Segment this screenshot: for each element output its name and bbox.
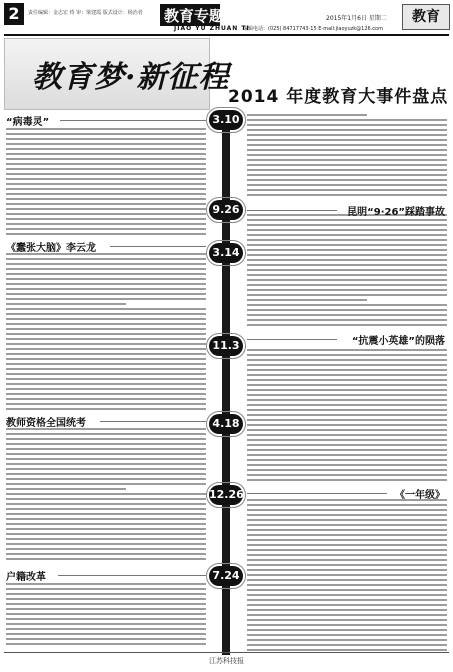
text-line — [247, 564, 447, 566]
timeline-date: 11.3 — [209, 336, 243, 356]
text-line — [6, 223, 206, 225]
text-line — [247, 249, 447, 251]
text-line — [6, 298, 206, 300]
text-line — [6, 398, 206, 400]
text-line — [247, 419, 447, 421]
text-line — [6, 183, 206, 185]
text-line — [6, 583, 206, 585]
text-line — [6, 588, 206, 590]
text-line — [247, 624, 447, 626]
text-line — [247, 599, 447, 601]
text-line — [247, 324, 447, 326]
text-line — [247, 619, 447, 621]
text-line — [6, 233, 206, 235]
text-line — [247, 144, 447, 146]
text-line — [247, 149, 447, 151]
text-line — [247, 634, 447, 636]
text-line — [6, 508, 206, 510]
text-line — [247, 559, 447, 561]
text-line — [247, 264, 447, 266]
headline-earthquake-hero: “抗震小英雄”的陨落 — [351, 336, 445, 347]
text-line — [6, 388, 206, 390]
text-line — [247, 179, 447, 181]
text-line — [247, 469, 447, 471]
text-line — [6, 153, 206, 155]
text-line — [6, 358, 206, 360]
headline-rule — [247, 339, 337, 340]
text-line — [247, 359, 447, 361]
text-line — [247, 154, 447, 156]
text-line — [6, 353, 206, 355]
text-line — [6, 538, 206, 540]
section-title: 教育专题 — [164, 7, 225, 25]
text-line — [247, 514, 447, 516]
text-line — [6, 348, 206, 350]
headline-liyunlong: 《蠢张大脑》李云龙 — [6, 243, 96, 254]
contact-info: 编辑电话：(025) 84717743-15 E-mail:jiaoyuzk@126.com — [243, 26, 383, 32]
text-line — [247, 189, 447, 191]
text-line — [247, 474, 447, 476]
text-line — [6, 478, 206, 480]
text-line — [6, 313, 206, 315]
text-line — [247, 504, 447, 506]
text-line — [247, 124, 447, 126]
issue-date: 2015年1月6日 星期二 — [326, 15, 387, 22]
headline-rule — [110, 246, 206, 247]
text-line — [6, 273, 206, 275]
text-line — [6, 593, 206, 595]
text-line — [6, 278, 206, 280]
headline-rule — [58, 575, 206, 576]
editor-credits: 责任编辑：金志宏 终 审：梁建霞 版式设计：杨治者 — [28, 10, 143, 16]
headline-teacher-exam: 教师资格全国统考 — [6, 418, 86, 429]
headline-hukou-reform: 户籍改革 — [6, 572, 46, 583]
text-line — [247, 119, 447, 121]
text-line — [247, 244, 447, 246]
text-line — [247, 294, 447, 296]
footer-paper-name: 江苏科技报 — [209, 657, 244, 665]
text-line — [247, 424, 447, 426]
text-line — [6, 483, 206, 485]
text-line — [247, 639, 447, 641]
text-line — [247, 394, 447, 396]
text-line — [247, 269, 447, 271]
text-line — [247, 584, 447, 586]
text-line — [6, 498, 206, 500]
text-line — [6, 148, 206, 150]
text-line — [247, 649, 447, 651]
text-line — [6, 603, 206, 605]
text-line — [6, 383, 206, 385]
text-line — [247, 349, 447, 351]
text-line — [247, 364, 447, 366]
text-line — [6, 638, 206, 640]
text-line — [247, 404, 447, 406]
text-line — [247, 524, 447, 526]
timeline-date: 4.18 — [209, 414, 243, 434]
text-line — [247, 449, 447, 451]
timeline-date: 9.26 — [209, 200, 243, 220]
text-line — [6, 338, 206, 340]
text-line — [6, 158, 206, 160]
text-line — [247, 444, 447, 446]
text-line — [6, 613, 206, 615]
text-line — [6, 628, 206, 630]
text-line — [247, 304, 447, 306]
text-line — [247, 534, 447, 536]
paper-logo-text: 教育 — [412, 9, 440, 25]
text-line — [247, 519, 447, 521]
text-line — [6, 543, 206, 545]
text-line — [6, 468, 206, 470]
text-line — [247, 509, 447, 511]
text-line — [6, 433, 206, 435]
text-line — [247, 439, 447, 441]
text-line — [6, 178, 206, 180]
text-line — [6, 228, 206, 230]
text-line — [247, 174, 447, 176]
text-line — [6, 393, 206, 395]
text-line — [247, 429, 447, 431]
text-line — [6, 473, 206, 475]
text-line — [247, 289, 447, 291]
headline-rule — [247, 493, 387, 494]
headline-rule — [60, 120, 206, 121]
text-line — [247, 384, 447, 386]
text-line — [6, 403, 206, 405]
main-title: 教育梦·新征程 — [32, 60, 230, 95]
text-line — [247, 274, 447, 276]
text-line — [247, 254, 447, 256]
text-line — [247, 399, 447, 401]
text-line — [6, 343, 206, 345]
header-rule — [4, 34, 449, 36]
text-line — [6, 218, 206, 220]
text-line — [6, 203, 206, 205]
text-line — [6, 323, 206, 325]
text-line — [247, 579, 447, 581]
text-line — [247, 629, 447, 631]
text-line — [6, 143, 206, 145]
page-number: 2 — [4, 3, 24, 25]
text-line — [6, 373, 206, 375]
text-line — [6, 173, 206, 175]
text-line — [6, 503, 206, 505]
text-line — [6, 363, 206, 365]
text-line — [247, 114, 367, 116]
text-line — [6, 163, 206, 165]
text-line — [247, 194, 447, 196]
timeline-date: 7.24 — [209, 566, 243, 586]
headline-bingduling: “病毒灵” — [6, 117, 50, 128]
headline-first-grade: 《一年级》 — [395, 490, 445, 501]
text-line — [247, 134, 447, 136]
text-line — [247, 479, 447, 481]
text-line — [6, 318, 206, 320]
text-line — [6, 448, 206, 450]
text-line — [6, 528, 206, 530]
text-line — [6, 213, 206, 215]
text-line — [247, 234, 447, 236]
text-line — [247, 239, 447, 241]
text-line — [247, 549, 447, 551]
text-line — [247, 409, 447, 411]
text-line — [247, 139, 447, 141]
text-line — [247, 379, 447, 381]
text-line — [6, 198, 206, 200]
text-line — [6, 333, 206, 335]
section-pinyin: JIAO YU ZHUAN TI — [174, 25, 250, 32]
text-line — [6, 283, 206, 285]
text-line — [6, 623, 206, 625]
text-line — [247, 539, 447, 541]
text-line — [247, 464, 447, 466]
text-line — [6, 533, 206, 535]
text-line — [247, 544, 447, 546]
text-line — [6, 488, 126, 490]
text-line — [247, 609, 447, 611]
text-line — [6, 598, 206, 600]
text-line — [247, 314, 447, 316]
text-line — [6, 458, 206, 460]
text-line — [6, 548, 206, 550]
text-line — [247, 164, 447, 166]
text-line — [247, 414, 447, 416]
timeline-date: 3.10 — [209, 110, 243, 130]
text-line — [247, 259, 447, 261]
text-line — [6, 633, 206, 635]
text-line — [6, 188, 206, 190]
headline-rule — [247, 210, 337, 211]
text-line — [247, 169, 447, 171]
subtitle: 2014 年度教育大事件盘点 — [228, 87, 449, 107]
text-line — [6, 263, 206, 265]
text-line — [6, 168, 206, 170]
text-line — [247, 529, 447, 531]
text-line — [6, 523, 206, 525]
text-line — [247, 454, 447, 456]
text-line — [6, 493, 206, 495]
timeline-date: 12.26 — [209, 485, 243, 505]
paper-logo — [402, 4, 450, 30]
text-line — [6, 513, 206, 515]
text-line — [6, 293, 206, 295]
headline-kunming-stampede: 昆明“9·26”踩踏事故 — [347, 207, 445, 218]
text-line — [247, 184, 447, 186]
text-line — [6, 328, 206, 330]
text-line — [6, 308, 206, 310]
text-line — [247, 219, 447, 221]
text-line — [6, 553, 206, 555]
text-line — [6, 138, 206, 140]
text-line — [247, 159, 447, 161]
text-line — [247, 574, 447, 576]
text-line — [6, 408, 206, 410]
text-line — [6, 303, 126, 305]
timeline-date: 3.14 — [209, 243, 243, 263]
text-line — [247, 459, 447, 461]
text-line — [247, 319, 447, 321]
text-line — [247, 284, 447, 286]
text-line — [6, 133, 206, 135]
text-line — [6, 258, 206, 260]
text-line — [247, 594, 447, 596]
text-line — [6, 558, 206, 560]
headline-rule — [100, 421, 206, 422]
text-line — [247, 374, 447, 376]
text-line — [247, 569, 447, 571]
text-line — [6, 618, 206, 620]
text-line — [247, 279, 447, 281]
text-line — [6, 463, 206, 465]
text-line — [6, 453, 206, 455]
text-line — [6, 608, 206, 610]
text-line — [247, 589, 447, 591]
text-line — [247, 299, 367, 301]
text-line — [6, 288, 206, 290]
text-line — [247, 354, 447, 356]
text-line — [247, 389, 447, 391]
text-line — [247, 644, 447, 646]
text-line — [6, 128, 206, 130]
text-line — [6, 438, 206, 440]
text-line — [6, 193, 206, 195]
text-line — [247, 129, 447, 131]
text-line — [247, 554, 447, 556]
text-line — [6, 643, 206, 645]
text-line — [247, 224, 447, 226]
text-line — [247, 369, 447, 371]
right-article-column — [247, 112, 447, 652]
text-line — [6, 208, 206, 210]
text-line — [6, 378, 206, 380]
text-line — [6, 443, 206, 445]
text-line — [6, 368, 206, 370]
footer-rule — [4, 652, 449, 653]
text-line — [247, 229, 447, 231]
text-line — [247, 604, 447, 606]
text-line — [247, 434, 447, 436]
text-line — [6, 268, 206, 270]
text-line — [247, 614, 447, 616]
text-line — [247, 309, 447, 311]
text-line — [6, 518, 206, 520]
